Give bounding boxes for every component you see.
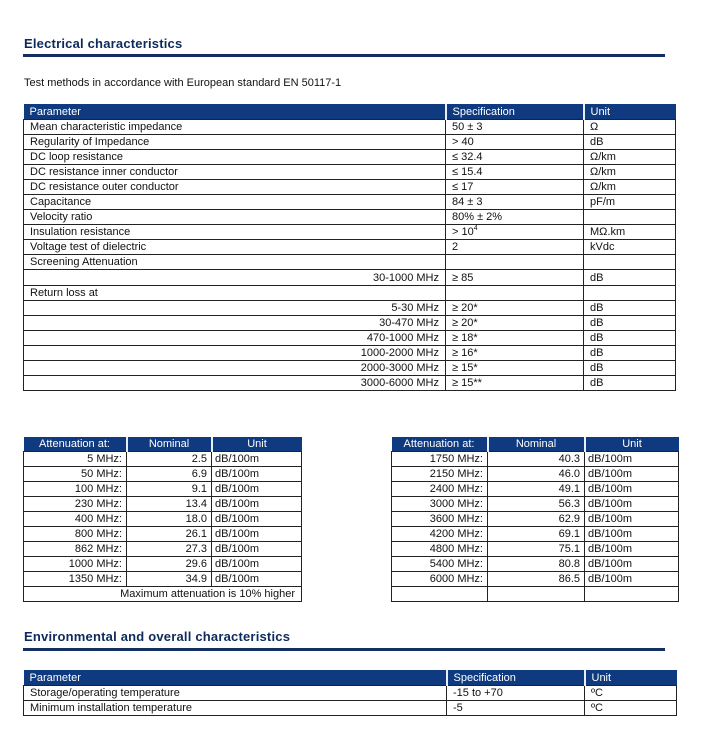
- cell-unit: dB/100m: [212, 527, 302, 542]
- cell-unit: dB/100m: [212, 572, 302, 587]
- header-specification: Specification: [446, 104, 584, 120]
- cell-frequency: 5 MHz:: [24, 452, 127, 467]
- cell-frequency: 862 MHz:: [24, 542, 127, 557]
- cell-unit: ºC: [585, 701, 677, 716]
- header-specification: Specification: [447, 670, 585, 686]
- table-row: [24, 542, 302, 557]
- table-row: [24, 686, 677, 701]
- cell-unit: dB/100m: [585, 572, 679, 587]
- cell-nominal: 13.4: [127, 497, 212, 512]
- cell-frequency: 800 MHz:: [24, 527, 127, 542]
- environmental-table: [23, 670, 677, 716]
- table-row: [24, 240, 676, 255]
- section-rule: [23, 54, 665, 57]
- table-row: [392, 557, 679, 572]
- header-nominal: Nominal: [488, 437, 585, 452]
- table-row: [24, 255, 676, 270]
- cell-parameter: Capacitance: [24, 195, 446, 210]
- cell-specification: 50 ± 3: [446, 120, 584, 135]
- table-row: [392, 527, 679, 542]
- cell-specification: [446, 225, 584, 240]
- cell-range: 470-1000 MHz: [24, 331, 446, 346]
- table-row: [24, 180, 676, 195]
- table-row: [24, 512, 302, 527]
- cell-nominal: 62.9: [488, 512, 585, 527]
- cell-unit: dB/100m: [212, 512, 302, 527]
- cell-range: 2000-3000 MHz: [24, 361, 446, 376]
- cell-unit: dB/100m: [212, 557, 302, 572]
- cell-unit: [584, 210, 676, 225]
- cell-nominal: 2.5: [127, 452, 212, 467]
- cell-range: 30-470 MHz: [24, 316, 446, 331]
- cell-range: 3000-6000 MHz: [24, 376, 446, 391]
- table-row: [24, 527, 302, 542]
- table-row: [392, 497, 679, 512]
- cell-specification: 80% ± 2%: [446, 210, 584, 225]
- header-nominal: Nominal: [127, 437, 212, 452]
- table-header: [24, 104, 676, 120]
- cell-nominal: 6.9: [127, 467, 212, 482]
- cell-range: 30-1000 MHz: [24, 270, 446, 286]
- table-row: [24, 210, 676, 225]
- cell-frequency: 100 MHz:: [24, 482, 127, 497]
- cell-unit: dB/100m: [212, 482, 302, 497]
- cell-frequency: 3000 MHz:: [392, 497, 488, 512]
- table-row: [392, 512, 679, 527]
- cell-empty: [488, 587, 585, 602]
- cell-parameter: DC resistance inner conductor: [24, 165, 446, 180]
- spec-exponent: 4: [473, 225, 478, 232]
- cell-specification: ≥ 16*: [446, 346, 584, 361]
- cell-frequency: 1750 MHz:: [392, 452, 488, 467]
- cell-nominal: 9.1: [127, 482, 212, 497]
- cell-unit: dB/100m: [585, 557, 679, 572]
- cell-unit: dB: [584, 346, 676, 361]
- cell-nominal: 27.3: [127, 542, 212, 557]
- cell-unit: dB/100m: [585, 452, 679, 467]
- cell-range: 1000-2000 MHz: [24, 346, 446, 361]
- cell-nominal: 29.6: [127, 557, 212, 572]
- cell-unit: [584, 286, 676, 301]
- cell-nominal: 40.3: [488, 452, 585, 467]
- cell-specification: ≤ 15.4: [446, 165, 584, 180]
- cell-unit: dB/100m: [212, 452, 302, 467]
- cell-range: 5-30 MHz: [24, 301, 446, 316]
- table-header: [24, 670, 677, 686]
- cell-nominal: 26.1: [127, 527, 212, 542]
- table-row: [24, 497, 302, 512]
- table-row: [24, 361, 676, 376]
- cell-unit: dB/100m: [585, 512, 679, 527]
- cell-specification: > 40: [446, 135, 584, 150]
- header-parameter: Parameter: [24, 104, 446, 120]
- cell-nominal: 34.9: [127, 572, 212, 587]
- cell-unit: Ω/km: [584, 180, 676, 195]
- cell-unit: dB: [584, 135, 676, 150]
- cell-specification: ≤ 17: [446, 180, 584, 195]
- cell-specification: [446, 255, 584, 270]
- table-row: [24, 135, 676, 150]
- cell-unit: dB/100m: [212, 542, 302, 557]
- cell-nominal: 75.1: [488, 542, 585, 557]
- cell-unit: dB: [584, 331, 676, 346]
- table-row: [392, 587, 679, 602]
- cell-frequency: 6000 MHz:: [392, 572, 488, 587]
- cell-parameter: Velocity ratio: [24, 210, 446, 225]
- table-footnote-row: [24, 587, 302, 602]
- cell-frequency: 50 MHz:: [24, 467, 127, 482]
- table-row: [392, 482, 679, 497]
- cell-frequency: 230 MHz:: [24, 497, 127, 512]
- cell-parameter: DC loop resistance: [24, 150, 446, 165]
- header-unit: Unit: [212, 437, 302, 452]
- cell-parameter: Minimum installation temperature: [24, 701, 447, 716]
- header-unit: Unit: [585, 437, 679, 452]
- cell-unit: dB: [584, 361, 676, 376]
- section-title-electrical: Electrical characteristics: [24, 36, 183, 51]
- cell-unit: Ω/km: [584, 165, 676, 180]
- cell-empty: [392, 587, 488, 602]
- electrical-table: [23, 104, 676, 391]
- cell-frequency: 5400 MHz:: [392, 557, 488, 572]
- table-row: [24, 270, 676, 286]
- attenuation-table-right: [391, 437, 679, 602]
- cell-unit: dB: [584, 301, 676, 316]
- header-parameter: Parameter: [24, 670, 447, 686]
- table-row: [24, 557, 302, 572]
- table-row: [24, 346, 676, 361]
- cell-specification: ≥ 20*: [446, 301, 584, 316]
- cell-parameter: Voltage test of dielectric: [24, 240, 446, 255]
- cell-frequency: 4200 MHz:: [392, 527, 488, 542]
- cell-nominal: 80.8: [488, 557, 585, 572]
- table-row: [24, 572, 302, 587]
- cell-unit: dB: [584, 376, 676, 391]
- cell-parameter: Storage/operating temperature: [24, 686, 447, 701]
- cell-specification: 84 ± 3: [446, 195, 584, 210]
- cell-unit: ºC: [585, 686, 677, 701]
- cell-unit: Ω: [584, 120, 676, 135]
- table-row: [392, 452, 679, 467]
- cell-specification: -5: [447, 701, 585, 716]
- table-row: [392, 467, 679, 482]
- attenuation-table-left: [23, 437, 302, 602]
- table-row: [24, 150, 676, 165]
- table-row: [24, 376, 676, 391]
- cell-specification: -15 to +70: [447, 686, 585, 701]
- table-row: [392, 572, 679, 587]
- cell-frequency: 1350 MHz:: [24, 572, 127, 587]
- table-header: [392, 437, 679, 452]
- cell-specification: [446, 286, 584, 301]
- table-row: [24, 301, 676, 316]
- header-frequency: Attenuation at:: [24, 437, 127, 452]
- spec-text: > 10: [452, 226, 474, 238]
- cell-unit: Ω/km: [584, 150, 676, 165]
- table-row: [24, 225, 676, 240]
- test-method-note: Test methods in accordance with European standard EN 50117-1: [24, 77, 342, 89]
- cell-parameter: Screening Attenuation: [24, 255, 446, 270]
- table-row: [24, 316, 676, 331]
- cell-unit: dB/100m: [585, 497, 679, 512]
- cell-unit: [584, 255, 676, 270]
- cell-specification: ≥ 15**: [446, 376, 584, 391]
- table-row: [24, 120, 676, 135]
- table-row: [24, 286, 676, 301]
- cell-unit: dB/100m: [585, 527, 679, 542]
- cell-unit: dB/100m: [585, 482, 679, 497]
- header-unit: Unit: [585, 670, 677, 686]
- table-row: [24, 701, 677, 716]
- table-row: [24, 165, 676, 180]
- table-row: [24, 195, 676, 210]
- cell-specification: ≤ 32.4: [446, 150, 584, 165]
- cell-frequency: 3600 MHz:: [392, 512, 488, 527]
- cell-specification: ≥ 85: [446, 270, 584, 286]
- cell-frequency: 400 MHz:: [24, 512, 127, 527]
- cell-unit: pF/m: [584, 195, 676, 210]
- section-rule: [23, 648, 665, 651]
- attenuation-footnote: Maximum attenuation is 10% higher: [24, 587, 302, 602]
- table-row: [24, 467, 302, 482]
- cell-parameter: Regularity of Impedance: [24, 135, 446, 150]
- table-row: [24, 452, 302, 467]
- cell-nominal: 49.1: [488, 482, 585, 497]
- header-unit: Unit: [584, 104, 676, 120]
- cell-unit: kVdc: [584, 240, 676, 255]
- cell-unit: dB/100m: [212, 497, 302, 512]
- cell-specification: ≥ 15*: [446, 361, 584, 376]
- cell-empty: [585, 587, 679, 602]
- cell-nominal: 69.1: [488, 527, 585, 542]
- cell-parameter: DC resistance outer conductor: [24, 180, 446, 195]
- cell-frequency: 2400 MHz:: [392, 482, 488, 497]
- cell-nominal: 46.0: [488, 467, 585, 482]
- table-row: [392, 542, 679, 557]
- cell-nominal: 18.0: [127, 512, 212, 527]
- cell-unit: dB: [584, 270, 676, 286]
- cell-specification: ≥ 20*: [446, 316, 584, 331]
- cell-nominal: 56.3: [488, 497, 585, 512]
- table-row: [24, 482, 302, 497]
- cell-parameter: Mean characteristic impedance: [24, 120, 446, 135]
- cell-unit: MΩ.km: [584, 225, 676, 240]
- table-header: [24, 437, 302, 452]
- cell-parameter: Insulation resistance: [24, 225, 446, 240]
- cell-parameter: Return loss at: [24, 286, 446, 301]
- cell-unit: dB/100m: [585, 467, 679, 482]
- section-title-environmental: Environmental and overall characteristics: [24, 629, 291, 644]
- cell-frequency: 2150 MHz:: [392, 467, 488, 482]
- cell-frequency: 1000 MHz:: [24, 557, 127, 572]
- cell-unit: dB: [584, 316, 676, 331]
- table-row: [24, 331, 676, 346]
- cell-specification: 2: [446, 240, 584, 255]
- header-frequency: Attenuation at:: [392, 437, 488, 452]
- cell-nominal: 86.5: [488, 572, 585, 587]
- cell-unit: dB/100m: [585, 542, 679, 557]
- cell-frequency: 4800 MHz:: [392, 542, 488, 557]
- cell-specification: ≥ 18*: [446, 331, 584, 346]
- cell-unit: dB/100m: [212, 467, 302, 482]
